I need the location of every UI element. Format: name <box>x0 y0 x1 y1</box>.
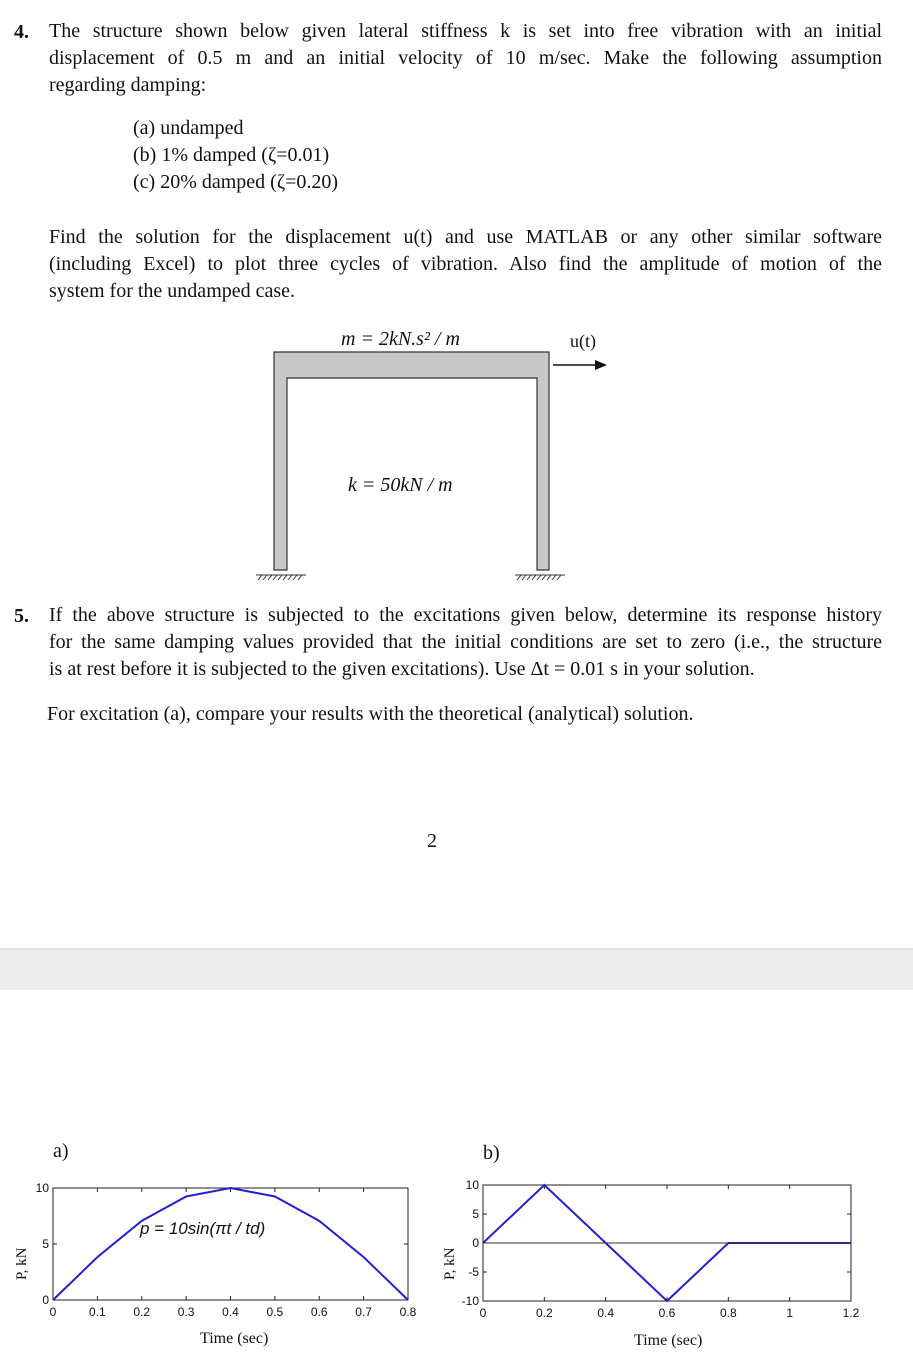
question-5-compare <box>47 701 880 728</box>
option-undamped: (a) undamped <box>133 117 244 139</box>
chart-a-x-tick-label: 0.7 <box>355 1305 372 1319</box>
chart-a-y-tick-label: 0 <box>42 1293 49 1307</box>
chart-a-xlabel: Time (sec) <box>200 1330 269 1347</box>
question-5-line: for the same damping values provided that the initial conditions are set to zero (i.e., the structure <box>49 631 882 653</box>
chart-a-x-tick-label: 0 <box>49 1305 57 1319</box>
chart-a-x-tick-label: 0.5 <box>266 1305 284 1319</box>
chart-b-x-tick-label: 1.2 <box>842 1306 860 1320</box>
question-4-line: The structure shown below given lateral stiffness k is set into free vibration with an initial <box>49 20 882 42</box>
page-number: 2 <box>427 830 437 852</box>
chart-b-x-tick-label: 0.4 <box>597 1306 615 1320</box>
page-2 <box>0 990 913 1372</box>
chart-b-x-tick-label: 0.6 <box>658 1306 676 1320</box>
find-line: Find the solution for the displacement u(t) and use MATLAB or any other similar software <box>49 226 882 248</box>
chart-a <box>0 990 440 1372</box>
displacement-label: u(t) <box>570 331 596 351</box>
chart-a-x-tick-label: 0.3 <box>177 1305 195 1319</box>
chart-b-ylabel: P, kN <box>442 1247 458 1280</box>
chart-b-x-tick-label: 1 <box>786 1306 794 1320</box>
chart-b-xlabel: Time (sec) <box>634 1332 703 1349</box>
chart-b-y-tick-label: 5 <box>472 1207 479 1221</box>
chart-b-x-tick-label: 0.2 <box>535 1306 553 1320</box>
stiffness-label: k = 50kN / m <box>348 474 453 496</box>
find-line: (including Excel) to plot three cycles of vibration. Also find the amplitude of motion of the <box>49 253 882 275</box>
left-support <box>256 575 306 580</box>
chart-b-y-tick-label: 10 <box>465 1178 479 1192</box>
chart-b-x-tick-label: 0 <box>479 1306 487 1320</box>
chart-b-y-tick-label: -5 <box>468 1265 479 1279</box>
chart-a-x-tick-label: 0.4 <box>222 1305 239 1319</box>
chart-a-panel-label: a) <box>53 1140 69 1162</box>
option-1pct-damped: (b) 1% damped (ζ=0.01) <box>133 144 330 166</box>
question-5-text <box>49 602 882 683</box>
chart-a-y-tick-label: 10 <box>35 1181 49 1195</box>
chart-b-x-tick-label: 0.8 <box>719 1306 737 1320</box>
compare-line: For excitation (a), compare your results with the theoretical (analytical) solution. <box>47 703 694 725</box>
chart-a-x-tick-label: 0.6 <box>310 1305 328 1319</box>
chart-a-annotation-text: p = 10sin(πt / td) <box>140 1219 266 1238</box>
find-line: system for the undamped case. <box>49 280 296 302</box>
chart-b-y-tick-label: -10 <box>461 1294 479 1308</box>
right-support <box>515 575 565 580</box>
question-5-line: If the above structure is subjected to the excitations given below, determine its response history <box>49 604 882 626</box>
chart-a-x-tick-label: 0.2 <box>133 1305 151 1319</box>
chart-a-annotation <box>139 1219 265 1238</box>
question-5-line: is at rest before it is subjected to the given excitations). Use Δt = 0.01 s in your solution. <box>49 658 755 680</box>
mass-label: m = 2kN.s² / m <box>341 328 460 350</box>
chart-a-y-tick-label: 5 <box>42 1237 49 1251</box>
chart-a-x-tick-label: 0.8 <box>399 1305 417 1319</box>
chart-b-y-tick-label: 0 <box>472 1236 479 1250</box>
question-4-number: 4. <box>14 21 29 43</box>
displacement-arrow <box>553 360 607 370</box>
chart-a-series-line <box>53 1188 408 1300</box>
question-4-line: regarding damping: <box>49 74 207 96</box>
option-20pct-damped: (c) 20% damped (ζ=0.20) <box>133 171 339 193</box>
chart-a-ylabel: P, kN <box>14 1247 30 1280</box>
page-gap <box>0 948 913 990</box>
question-5-number: 5. <box>14 605 29 627</box>
frame-body <box>274 352 549 570</box>
portal-frame-diagram <box>0 0 913 600</box>
chart-a-plot-frame <box>53 1188 408 1300</box>
chart-a-x-tick-label: 0.1 <box>89 1305 106 1319</box>
chart-b <box>440 990 913 1372</box>
question-4-line: displacement of 0.5 m and an initial velocity of 10 m/sec. Make the following assumption <box>49 47 882 69</box>
chart-b-panel-label: b) <box>483 1142 500 1164</box>
